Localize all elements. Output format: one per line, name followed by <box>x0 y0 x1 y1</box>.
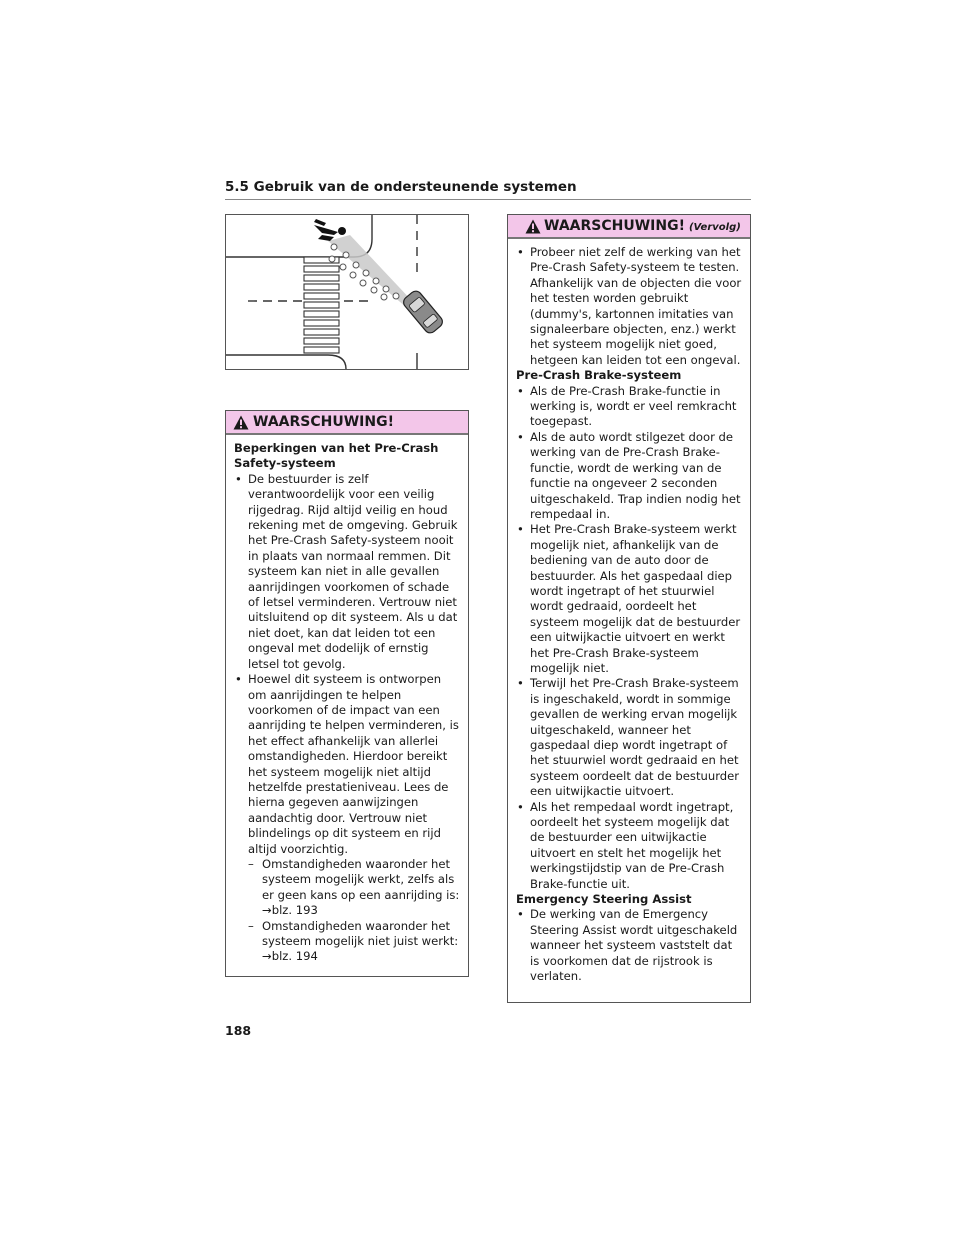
steering-heading: Emergency Steering Assist <box>516 892 692 907</box>
warning-box-continued <box>507 214 751 1003</box>
bullet-item: • De bestuurder is zelf verantwoordelijk voor een veilig rijgedrag. Rijd altijd veilig en houd rekening met de omgeving. Gebruik het Pre-Crash Safety-systeem nooit in plaats van normaal remmen. Dit systeem kan niet in alle gevallen aanrijdingen voorkomen of schade of letsel verminderen. Vertrouw niet uitsluitend op dit systeem. Als u dat niet doet, kan dat leiden tot een ongeval met dodelijk of ernstig letsel tot gevolg. <box>234 472 460 672</box>
bullet-item: • Probeer niet zelf de werking van het Pre-Crash Safety-systeem te testen. Afhankelijk van de objecten die voor het testen worden gebruikt (dummy's, kartonnen imitaties van signaleerbare objecten, enz.) werkt het systeem mogelijk niet goed, hetgeen kan leiden tot een ongeval. <box>516 245 742 368</box>
warning-title: WAARSCHUWING! <box>253 414 394 430</box>
bullet-item: • Als de Pre-Crash Brake-functie in werking is, wordt er veel remkracht toegepast. <box>516 384 742 430</box>
bullet-item: • Terwijl het Pre-Crash Brake-systeem is ingeschakeld, wordt in sommige gevallen de werking ervan mogelijk uitgeschakeld, wanneer het gaspedaal diep wordt ingetrapt of het stuurwiel wordt gedraaid en het systeem oordeelt dat de bestuurder een uitwijkactie uitvoert. <box>516 676 742 799</box>
sub-item: – Omstandigheden waaronder het systeem mogelijk niet juist werkt: →blz. 194 <box>248 919 460 965</box>
bullet-item: • De werking van de Emergency Steering Assist wordt uitgeschakeld wanneer het systeem vaststelt dat is voorkomen dat de rijstrook is verlaten. <box>516 907 742 984</box>
bullet-item: • Als het rempedaal wordt ingetrapt, oordeelt het systeem mogelijk dat de bestuurder een uitwijkactie uitvoert en stelt het mogelijk het werkingstijdstip van de Pre-Crash Brake-functie uit. <box>516 800 742 892</box>
bullet-item: • Als de auto wordt stilgezet door de werking van de Pre-Crash Brake-functie, wordt de werking van de functie na ongeveer 2 seconden uitgeschakeld. Trap indien nodig het rempedaal in. <box>516 430 742 522</box>
sub-item: – Omstandigheden waaronder het systeem mogelijk werkt, zelfs als er geen kans op een aanrijding is: →blz. 193 <box>248 857 460 919</box>
section-header: 5.5 Gebruik van de ondersteunende systemen <box>225 177 751 200</box>
warning-triangle-icon <box>233 415 249 430</box>
warning-triangle-icon <box>525 219 541 234</box>
crosswalk-illustration <box>225 214 469 370</box>
warning-box-limitations <box>225 410 469 977</box>
warning-title: WAARSCHUWING! (Vervolg) <box>544 218 741 234</box>
limitations-heading: Beperkingen van het Pre-Crash Safety-systeem <box>234 441 439 471</box>
bullet-item: • Het Pre-Crash Brake-systeem werkt mogelijk niet, afhankelijk van de bediening van de auto door de bestuurder. Als het gaspedaal diep wordt ingetrapt of het stuurwiel wordt gedraaid, oordeelt het systeem mogelijk dat de bestuurder een uitwijkactie uitvoert en werkt het Pre-Crash Brake-systeem mogelijk niet. <box>516 522 742 676</box>
warning-header <box>508 215 750 239</box>
bullet-item: • Hoewel dit systeem is ontworpen om aanrijdingen te helpen voorkomen of de impact van een aanrijding te helpen verminderen, is het effect afhankelijk van allerlei omstandigheden. Hierdoor bereikt het systeem mogelijk niet altijd hetzelfde prestatieniveau. Lees de hierna gegeven aanwijzingen aandachtig door. Vertrouw niet blindelings op dit systeem en rijd altijd voorzichtig. – Omstandigheden waaronder het systeem mogelijk werkt, zelfs als er geen kans op een aanrijding is: →blz. 193 – Omstandigheden waaronder het systeem mogelijk niet juist werkt: →blz. 194 <box>234 672 460 965</box>
continued-label: (Vervolg) <box>688 222 741 233</box>
brake-heading: Pre-Crash Brake-systeem <box>516 368 682 383</box>
page-number: 188 <box>225 1023 252 1038</box>
warning-header <box>226 411 468 435</box>
